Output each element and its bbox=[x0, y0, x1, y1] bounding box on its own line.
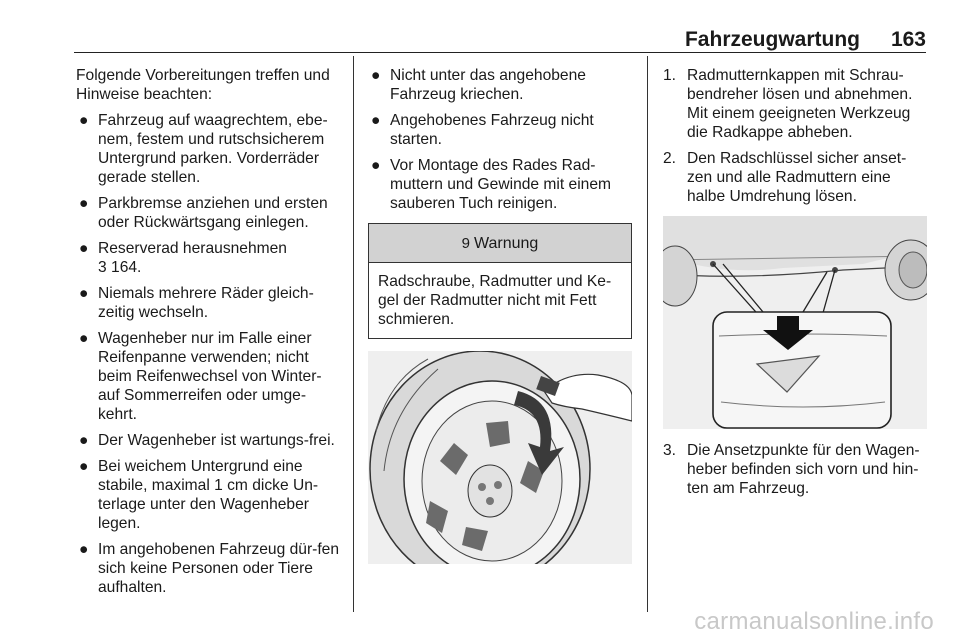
list-item: ● Vor Montage des Rades Rad-muttern und Gewinde mit einem sauberen Tuch reinigen. bbox=[371, 157, 612, 212]
column-left bbox=[76, 66, 342, 604]
list-item: ● Reserverad herausnehmen 3 164. bbox=[79, 240, 287, 276]
list-item: ● Fahrzeug auf waagrechtem, ebe-nem, festem und rutschsicherem Untergrund parken. Vorderräder gerade stellen. bbox=[79, 112, 328, 186]
bullet-icon: ● bbox=[371, 67, 381, 84]
warning-box bbox=[368, 223, 632, 339]
list-item: ● Parkbremse anziehen und ersten oder Rückwärtsgang einlegen. bbox=[79, 195, 328, 231]
page-number: 163 bbox=[890, 28, 926, 51]
step-item: 2. Den Radschlüssel sicher anset-zen und alle Radmuttern eine halbe Umdrehung lösen. bbox=[663, 150, 907, 205]
bullet-icon: ● bbox=[79, 330, 89, 347]
steps-list-continued bbox=[663, 441, 927, 498]
bullet-icon: ● bbox=[79, 195, 89, 212]
list-item: ● Bei weichem Untergrund eine stabile, maximal 1 cm dicke Un-terlage unter den Wagenheber legen. bbox=[79, 458, 319, 532]
step-item: 3. Die Ansetzpunkte für den Wagen-heber befinden sich vorn und hin-ten am Fahrzeug. bbox=[663, 442, 920, 497]
bullet-icon: ● bbox=[79, 541, 89, 558]
column-divider bbox=[353, 56, 354, 612]
bullet-icon: ● bbox=[79, 458, 89, 475]
list-item: ● Im angehobenen Fahrzeug dür-fen sich keine Personen oder Tiere aufhalten. bbox=[79, 541, 340, 596]
page-header bbox=[74, 28, 926, 53]
step-number: 1. bbox=[663, 67, 677, 84]
reference-arrow-icon: 3 bbox=[98, 259, 107, 276]
column-divider bbox=[647, 56, 648, 612]
column-middle bbox=[368, 66, 634, 564]
warning-title: Warnung bbox=[474, 234, 539, 252]
column-right bbox=[663, 66, 927, 505]
bullet-icon: ● bbox=[371, 157, 381, 174]
list-item: ● Nicht unter das angehobene Fahrzeug kriechen. bbox=[371, 67, 586, 103]
watermark: carmanualsonline.info bbox=[694, 608, 934, 635]
intro-text: Folgende Vorbereitungen treffen und Hinweise beachten: bbox=[76, 67, 330, 103]
warning-text: Radschraube, Radmutter und Ke-gel der Radmutter nicht mit Fett schmieren. bbox=[378, 273, 612, 328]
safety-list bbox=[368, 66, 634, 213]
list-item: ● Niemals mehrere Räder gleich-zeitig wechseln. bbox=[79, 285, 314, 321]
bullet-icon: ● bbox=[371, 112, 381, 129]
warning-header bbox=[369, 224, 631, 263]
list-item: ● Der Wagenheber ist wartungs-frei. bbox=[79, 432, 335, 449]
steps-list bbox=[663, 66, 927, 206]
list-item: ● Wagenheber nur im Falle einer Reifenpanne verwenden; nicht beim Reifenwechsel von Winter- auf Sommerreifen oder umge-kehrt. bbox=[79, 330, 322, 423]
step-number: 2. bbox=[663, 150, 677, 167]
page-reference-link[interactable]: 3 164. bbox=[98, 259, 142, 276]
step-number: 3. bbox=[663, 442, 677, 459]
bullet-icon: ● bbox=[79, 285, 89, 302]
step-item: 1. Radmutternkappen mit Schrau-bendreher lösen und abnehmen. Mit einem geeigneten Werkzeug die Radkappe abheben. bbox=[663, 67, 913, 141]
section-title: Fahrzeugwartung bbox=[684, 28, 860, 51]
bullet-icon: ● bbox=[79, 112, 89, 129]
list-item: ● Angehobenes Fahrzeug nicht starten. bbox=[371, 112, 594, 148]
jack-points-illustration bbox=[663, 216, 927, 429]
warning-triangle-icon: 9 bbox=[461, 234, 470, 252]
bullet-icon: ● bbox=[79, 432, 89, 449]
wheel-cover-illustration bbox=[368, 351, 632, 564]
preparation-list bbox=[76, 111, 342, 597]
bullet-icon: ● bbox=[79, 240, 89, 257]
